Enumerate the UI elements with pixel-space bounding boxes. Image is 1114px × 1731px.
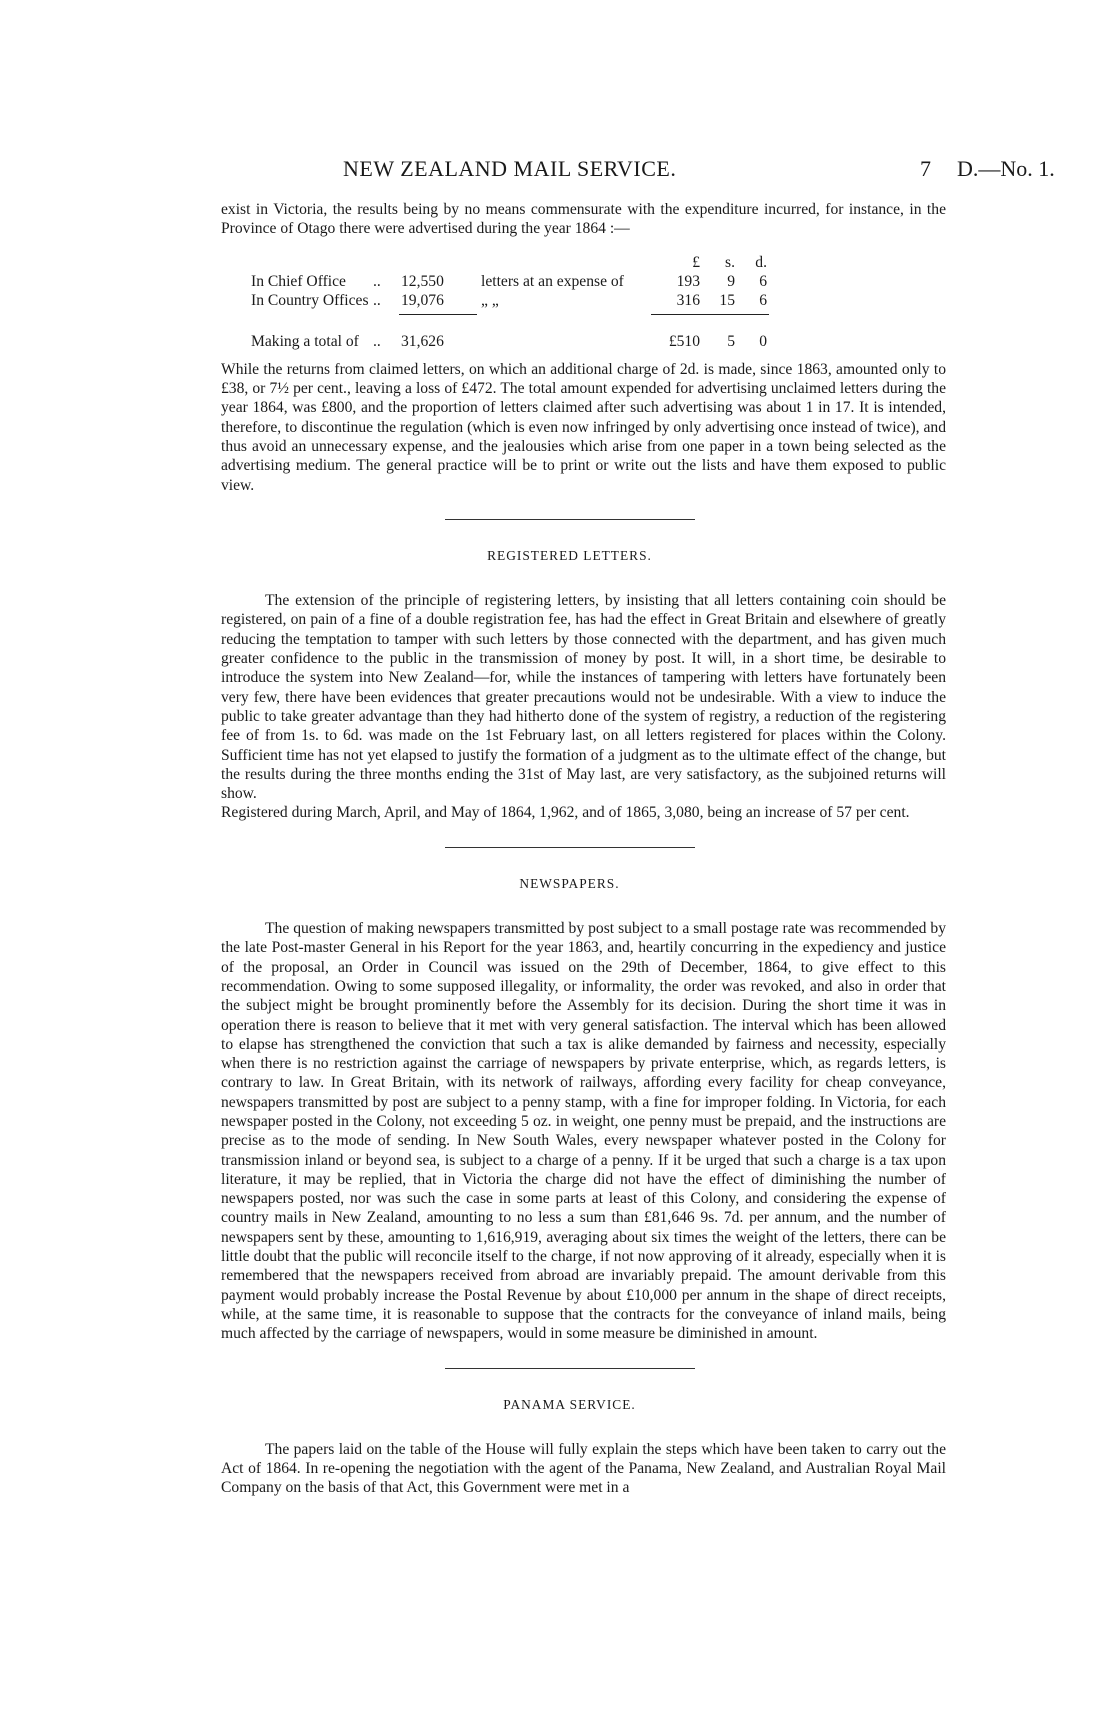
amount-total-rule <box>651 314 769 315</box>
leader-dots: .. <box>373 272 381 290</box>
shillings-header: s. <box>725 253 735 271</box>
total-pence: 0 <box>759 333 767 351</box>
expense-currency-header <box>221 253 946 272</box>
expense-total-row <box>221 332 946 351</box>
total-count: 31,626 <box>401 333 444 351</box>
section-heading-newspapers: NEWSPAPERS. <box>519 875 620 891</box>
shillings-value: 15 <box>719 292 735 310</box>
section-heading-registered-letters: REGISTERED LETTERS. <box>487 547 652 563</box>
pounds-value: 193 <box>676 272 700 290</box>
expense-row-label: In Chief Office <box>251 272 346 290</box>
expense-row <box>221 272 946 291</box>
expense-description: letters at an expense of <box>481 272 624 290</box>
running-title: NEW ZEALAND MAIL SERVICE. <box>343 156 677 181</box>
page-number: 7 <box>920 156 931 181</box>
ditto-marks: „ „ <box>481 292 499 310</box>
shillings-value: 9 <box>727 272 735 290</box>
document-body <box>221 200 946 1498</box>
expense-row <box>221 291 946 310</box>
pence-header: d. <box>755 253 767 271</box>
total-rule <box>221 310 946 320</box>
newspapers-paragraph: The question of making newspapers transmitted by post subject to a small postage rate was recommended by the late Post-master General in his Report for the year 1863, and, heartily concurring in the expediency and justice of the proposal, an Order in Council was issued on the 29th of December, 1864, to give effect to this recommendation. Owing to some supposed illegality, or informality, the order was revoked, and also in order that the subject might be brought prominently before the Assembly for its decision. During the short time it was in operation there is reason to believe that it met with very general satisfaction. The interval which has been allowed to elapse has strengthened the conviction that such a tax is alike demanded by fairness and necessity, especially when there is no restriction against the carriage of newspapers by private enterprise, which, as regards letters, is contrary to law. In Great Britain, with its network of railways, affording every facility for cheap conveyance, newspapers transmitted by post are subject to a penny stamp, with a fine for improper folding. In Victoria, for each newspaper posted in the Colony, not exceeding 5 oz. in weight, one penny must be prepaid, and the instructions are precise as to the mode of sending. In New South Wales, every newspaper whatever posted in the Colony for transmission inland or beyond sea, is subject to a charge of a penny. If it be urged that such a charge is a tax upon literature, it may be replied, that in Victoria the charge did not have the effect of diminishing the number of newspapers posted, nor was such the case in some parts at least of this Colony, and considering the expense of country mails in New Zealand, amounting to no less a sum than £81,646 9s. 7d. per annum, and the number of newspapers sent by these, amounting to 1,616,919, averaging about six times the weight of the letters, there can be little doubt that the public will reconcile itself to the charge, if not now approving of it already, especially when it is remembered that the newspapers received from abroad are invariably prepaid. The amount derivable from this payment would probably increase the Postal Revenue by about £10,000 per annum in the shape of direct receipts, while, at the same time, it is reasonable to suppose that the contracts for the conveyance of inland mails, being much affected by the carriage of newspapers, would in some measure be diminished in amount. <box>221 920 946 1343</box>
page-header <box>0 156 1114 186</box>
leader-dots: .. <box>373 292 381 310</box>
document-reference: D.—No. 1. <box>957 156 1055 181</box>
panama-service-paragraph: The papers laid on the table of the House will fully explain the steps which have been taken to carry out the Act of 1864. In re-opening the negotiation with the agent of the Panama, New Zealand, and Australian Royal Mail Company on the basis of that Act, this Government were met in a <box>221 1440 946 1497</box>
claimed-letters-paragraph: While the returns from claimed letters, on which an additional charge of 2d. is made, since 1863, amounted only to £38, or 7½ per cent., leaving a loss of £472. The total amount expended for advertising unclaimed letters during the year 1864, was £800, and the proportion of letters claimed after such advertising was about 1 in 17. It is intended, therefore, to discontinue the regulation (which is even now infringed by only advertising once instead of twice), and thus avoid an unnecessary expense, and the jealousies which arise from one paper in a town being selected as the advertising medium. The general practice will be to print or write out the lists and have them exposed to public view. <box>221 360 946 494</box>
expense-row-label: In Country Offices <box>251 292 369 310</box>
section-heading-panama-service: PANAMA SERVICE. <box>503 1396 636 1412</box>
registered-letters-paragraph: The extension of the principle of registering letters, by insisting that all letters containing coin should be registered, on pain of a fine of a double registration fee, has had the effect in Great Britain and elsewhere of greatly reducing the temptation to tamper with such letters by those connected with the department, and has given much greater confidence to the public in the transmission of money by post. It will, in a short time, be desirable to introduce the system into New Zealand—for, while the instances of tampering with letters have fortunately been very few, there have been evidences that greater precautions would not be undesirable. With a view to induce the public to take greater advantage than they had hitherto done of the system of registry, a reduction of the registering fee of from 1s. to 6d. was made on the 1st February last, on all letters registered for places within the Colony. Sufficient time has not yet elapsed to justify the formation of a judgment as to the ultimate effect of the change, but the results during the three months ending the 31st of May last, are very satisfactory, as the subjoined returns will show. <box>221 592 946 803</box>
total-pounds: £510 <box>668 333 700 351</box>
letter-count: 12,550 <box>401 272 444 290</box>
expense-table <box>221 253 946 352</box>
section-divider <box>445 847 695 848</box>
section-divider <box>445 519 695 520</box>
pence-value: 6 <box>759 292 767 310</box>
leader-dots: .. <box>373 333 381 351</box>
letter-count: 19,076 <box>401 292 444 310</box>
section-divider <box>445 1368 695 1369</box>
pence-value: 6 <box>759 272 767 290</box>
total-label: Making a total of <box>251 333 359 351</box>
intro-paragraph: exist in Victoria, the results being by no means commensurate with the expenditure incurred, for instance, in the Province of Otago there were advertised during the year 1864 :— <box>221 201 946 238</box>
total-shillings: 5 <box>727 333 735 351</box>
count-total-rule <box>399 314 477 315</box>
registered-increase-paragraph: Registered during March, April, and May of 1864, 1,962, and of 1865, 3,080, being an increase of 57 per cent. <box>221 804 910 822</box>
pounds-header: £ <box>692 253 700 271</box>
pounds-value: 316 <box>676 292 700 310</box>
